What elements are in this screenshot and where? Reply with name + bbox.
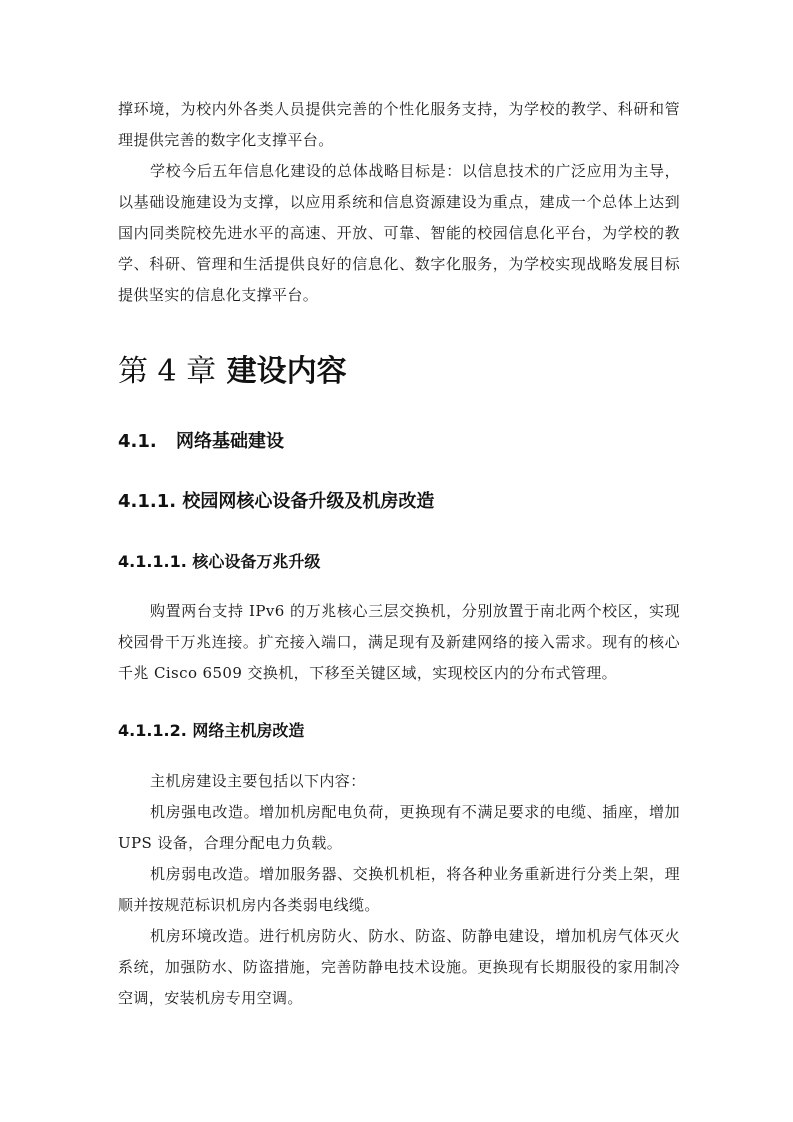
chapter-heading xyxy=(118,352,347,392)
body-paragraph: 机房强电改造。增加机房配电负荷，更换现有不满足要求的电缆、插座，增加 UPS 设备，合理分配电力负载。 xyxy=(118,803,680,852)
section-4-1-heading xyxy=(118,430,284,454)
body-paragraph: 机房环境改造。进行机房防火、防水、防盗、防静电建设，增加机房气体灭火系统，加强防水、防盗措施，完善防静电技术设施。更换现有长期服役的家用制冷空调，安装机房专用空调。 xyxy=(118,927,680,1007)
section-title: 核心设备万兆升级 xyxy=(192,552,321,571)
section-number: 4.1.1.2. xyxy=(118,721,187,740)
chapter-title: 建设内容 xyxy=(226,354,347,389)
section-title: 网络基础建设 xyxy=(176,431,284,452)
section-number: 4.1.1.1. xyxy=(118,552,187,571)
body-paragraph: 主机房建设主要包括以下内容： xyxy=(150,772,366,790)
section-title: 网络主机房改造 xyxy=(192,721,305,740)
intro-section xyxy=(118,94,680,311)
section-4-1-1-heading xyxy=(118,490,434,514)
section-number: 4.1. xyxy=(118,431,157,452)
intro-paragraph-1: 撑环境，为校内外各类人员提供完善的个性化服务支持，为学校的教学、科研和管理提供完善的数字化支撑平台。 xyxy=(118,100,680,149)
section-4-1-1-2-heading xyxy=(118,720,304,742)
section-4-1-1-1-heading xyxy=(118,551,320,573)
intro-paragraph-2: 学校今后五年信息化建设的总体战略目标是：以信息技术的广泛应用为主导，以基础设施建设为支撑，以应用系统和信息资源建设为重点，建成一个总体上达到国内同类院校先进水平的高速、开放、可靠、智能的校园信息化平台，为学校的教学、科研、管理和生活提供良好的信息化、数字化服务，为学校实现战略发展目标提供坚实的信息化支撑平台。 xyxy=(118,162,680,304)
body-paragraph: 购置两台支持 IPv6 的万兆核心三层交换机，分别放置于南北两个校区，实现校园骨干万兆连接。扩充接入端口，满足现有及新建网络的接入需求。现有的核心千兆 Cisco 6509 交换机，下移至关键区域，实现校区内的分布式管理。 xyxy=(118,602,680,682)
body-paragraph: 机房弱电改造。增加服务器、交换机机柜，将各种业务重新进行分类上架，理顺并按规范标识机房内各类弱电线缆。 xyxy=(118,865,680,914)
section-4-1-1-2-body xyxy=(118,766,680,1014)
section-4-1-1-1-body xyxy=(118,596,680,689)
section-title: 校园网核心设备升级及机房改造 xyxy=(182,491,435,512)
section-number: 4.1.1. xyxy=(118,491,177,512)
chapter-number: 第 4 章 xyxy=(118,354,217,389)
